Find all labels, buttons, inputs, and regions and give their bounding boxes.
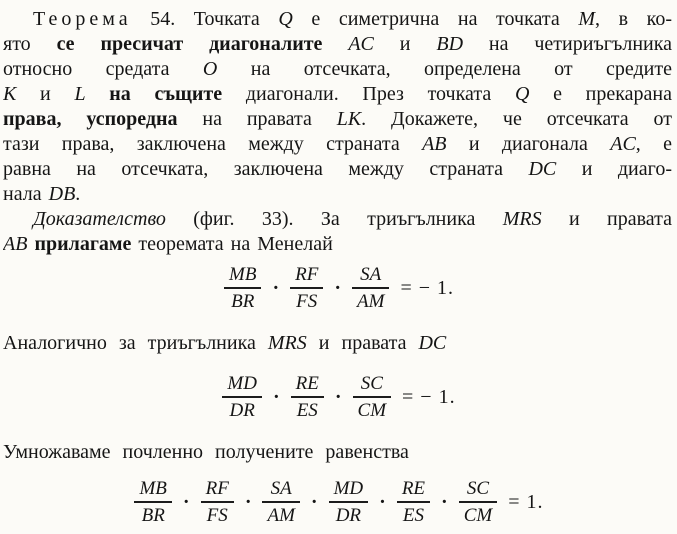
denominator: DR bbox=[335, 505, 362, 526]
text-run: теоремата на Менелай bbox=[131, 233, 333, 255]
math-symbol: O bbox=[202, 58, 218, 80]
text-run: (фиг. 33). За триъгълника bbox=[165, 208, 503, 230]
text-run: е прекарана bbox=[529, 83, 672, 105]
numerator: SC bbox=[459, 477, 498, 503]
denominator: ES bbox=[402, 505, 424, 526]
math-symbol: DB bbox=[48, 183, 76, 205]
theorem-line-2 bbox=[3, 32, 672, 57]
math-symbol: K bbox=[3, 83, 17, 105]
fraction bbox=[397, 477, 430, 527]
text-run: и bbox=[373, 33, 437, 55]
fraction bbox=[262, 477, 299, 527]
multiplied-equation bbox=[3, 477, 672, 527]
fraction bbox=[224, 263, 261, 313]
theorem-line-1 bbox=[3, 7, 672, 32]
numerator: SA bbox=[352, 263, 389, 289]
proof-line-1 bbox=[3, 207, 672, 232]
theorem-54-statement bbox=[3, 7, 672, 207]
theorem-line-3 bbox=[3, 57, 672, 82]
math-symbol: MRS bbox=[502, 208, 542, 230]
text-run: , в ко- bbox=[595, 8, 672, 30]
text-run: равна на отсечката, заключена между страната bbox=[3, 158, 529, 180]
fraction bbox=[222, 372, 262, 422]
fraction bbox=[329, 477, 369, 527]
text-run: на същите bbox=[85, 83, 223, 105]
numerator: SA bbox=[262, 477, 299, 503]
fraction bbox=[291, 372, 324, 422]
denominator: AM bbox=[267, 505, 295, 526]
fraction bbox=[459, 477, 498, 527]
fraction bbox=[290, 263, 323, 313]
text-run: на четириъгълника bbox=[463, 33, 672, 55]
text-run: на правата bbox=[177, 108, 337, 130]
fraction bbox=[134, 477, 171, 527]
menelaus-equation-ab bbox=[3, 263, 672, 313]
denominator: CM bbox=[463, 505, 493, 526]
denominator: ES bbox=[296, 400, 318, 421]
text-run: прилагаме bbox=[27, 233, 132, 255]
math-symbol: DC bbox=[418, 332, 447, 354]
proof-line-2 bbox=[3, 232, 672, 257]
text-run: се пресичат диагоналите bbox=[56, 33, 349, 55]
math-symbol: LK bbox=[336, 108, 362, 130]
equation-result: = − 1. bbox=[402, 385, 456, 408]
fraction bbox=[353, 372, 392, 422]
text-run: Аналогично за триъгълника bbox=[3, 332, 268, 354]
numerator: MB bbox=[224, 263, 261, 289]
text-run: ято bbox=[3, 33, 57, 55]
fraction bbox=[352, 263, 389, 313]
multiplication-dot: · bbox=[310, 490, 318, 513]
text-run: . bbox=[75, 183, 81, 205]
denominator: BR bbox=[231, 291, 255, 312]
numerator: RE bbox=[291, 372, 324, 398]
text-run: Умножаваме почленно получените равенства bbox=[3, 441, 409, 463]
text-run: относно средата bbox=[3, 58, 203, 80]
text-run: нала bbox=[3, 183, 49, 205]
text-run: . Докажете, че отсечката от bbox=[361, 108, 672, 130]
multiply-line bbox=[3, 440, 672, 465]
text-run: и диагонала bbox=[446, 133, 611, 155]
theorem-line-7 bbox=[3, 157, 672, 182]
multiplication-dot: · bbox=[272, 276, 280, 299]
math-symbol: Q bbox=[278, 8, 293, 30]
fraction bbox=[201, 477, 234, 527]
numerator: RF bbox=[201, 477, 234, 503]
text-run: и диаго- bbox=[556, 158, 672, 180]
theorem-heading: Теорема bbox=[33, 8, 132, 30]
denominator: DR bbox=[229, 400, 255, 421]
denominator: BR bbox=[141, 505, 165, 526]
text-run: права, успоредна bbox=[3, 108, 178, 130]
analog-line bbox=[3, 331, 672, 356]
theorem-line-5 bbox=[3, 107, 672, 132]
numerator: RF bbox=[290, 263, 323, 289]
text-run: и правата bbox=[541, 208, 672, 230]
multiplication-dot: · bbox=[441, 490, 448, 513]
text-run: и bbox=[16, 83, 75, 105]
math-symbol: Q bbox=[514, 83, 530, 105]
proof-label: Доказателство bbox=[33, 208, 166, 230]
numerator: SC bbox=[353, 372, 392, 398]
equation-result: = − 1. bbox=[400, 276, 454, 299]
multiplication-dot: · bbox=[272, 385, 280, 408]
denominator: AM bbox=[357, 291, 385, 312]
math-symbol: DC bbox=[528, 158, 557, 180]
equation-result: = 1. bbox=[508, 490, 544, 513]
multiplication-dot: · bbox=[244, 490, 252, 513]
theorem-line-6 bbox=[3, 132, 672, 157]
math-symbol: L bbox=[74, 83, 86, 105]
numerator: MB bbox=[134, 477, 171, 503]
text-run: , е bbox=[635, 133, 672, 155]
numerator: RE bbox=[397, 477, 430, 503]
numerator: MD bbox=[329, 477, 369, 503]
denominator: FS bbox=[296, 291, 318, 312]
multiplication-dot: · bbox=[182, 490, 190, 513]
math-symbol: AC bbox=[348, 33, 374, 55]
text-run: и правата bbox=[306, 332, 419, 354]
theorem-line-8 bbox=[3, 182, 672, 207]
text-run: 54. Точката bbox=[131, 8, 279, 30]
math-symbol: BD bbox=[436, 33, 464, 55]
math-symbol: AB bbox=[422, 133, 447, 155]
denominator: FS bbox=[206, 505, 228, 526]
text-run: диагонали. През точката bbox=[222, 83, 515, 105]
multiplication-dot: · bbox=[334, 276, 341, 299]
proof-intro bbox=[3, 207, 672, 257]
math-symbol: M bbox=[578, 8, 595, 30]
math-symbol: AB bbox=[3, 233, 28, 255]
menelaus-equation-dc bbox=[3, 372, 672, 422]
numerator: MD bbox=[222, 372, 262, 398]
theorem-line-4 bbox=[3, 82, 672, 107]
multiplication-dot: · bbox=[334, 385, 342, 408]
text-run: на отсечката, определена от средите bbox=[217, 58, 672, 80]
math-symbol: AC bbox=[610, 133, 636, 155]
text-run: тази права, заключена между страната bbox=[3, 133, 423, 155]
multiplication-dot: · bbox=[379, 490, 386, 513]
text-run: е симетрична на точката bbox=[292, 8, 579, 30]
math-symbol: MRS bbox=[267, 332, 307, 354]
denominator: CM bbox=[357, 400, 387, 421]
